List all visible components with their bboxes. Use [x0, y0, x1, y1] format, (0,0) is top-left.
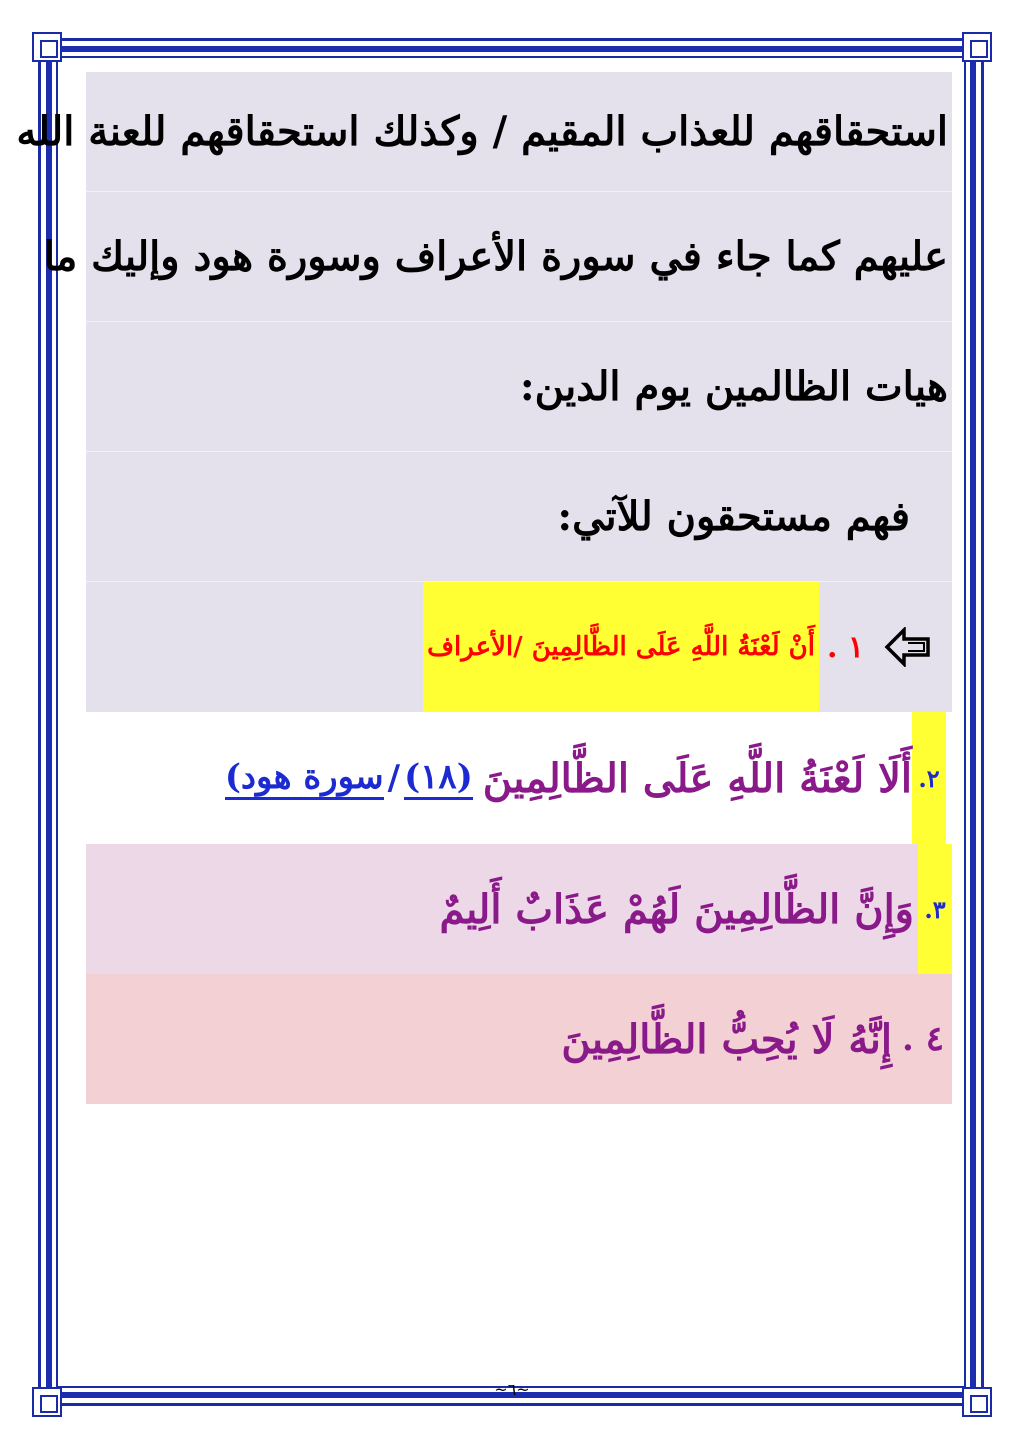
verse-row-1	[86, 582, 952, 712]
corner-ornament-top-right	[962, 32, 992, 62]
arrow-left-icon	[884, 627, 930, 667]
verse-number-4: ٤ .	[902, 1019, 944, 1059]
text-row-1	[16, 72, 952, 192]
verse-number-1: ١ .	[826, 629, 864, 665]
verse-row-3	[86, 844, 952, 974]
text-line-3: هيات الظالمين يوم الدين:	[519, 363, 948, 410]
verse-row-4	[86, 974, 952, 1104]
verse-number-marker-2	[912, 712, 946, 844]
text-row-3	[86, 322, 952, 452]
verse-ref-number-2: (١٨)	[404, 757, 473, 800]
verse-number-2: ٢.	[918, 763, 940, 793]
text-line-1: استحقاقهم للعذاب المقيم / وكذلك استحقاقهم للعنة الله	[16, 108, 948, 155]
verse-highlight-1	[423, 582, 819, 712]
verse-row-2	[86, 712, 952, 844]
verse-text-4: إِنَّهُ لَا يُحِبُّ الظَّالِمِينَ	[561, 1015, 893, 1063]
verse-text-2: أَلَا لَعْنَةُ اللَّهِ عَلَى الظَّالِمِينَ	[482, 754, 912, 802]
text-line-4: فهم مستحقون للآتي:	[557, 493, 910, 540]
verse-number-3: ٣.	[924, 894, 946, 924]
corner-ornament-top-left	[32, 32, 62, 62]
verse-text-1: أَنْ لَعْنَةُ اللَّهِ عَلَى الظَّالِمِينَ /الأعراف	[427, 632, 815, 662]
verse-ref-surah-2: سورة هود)	[225, 757, 384, 800]
text-row-2	[43, 192, 952, 322]
verse-text-3: وَإِنَّ الظَّالِمِينَ لَهُمْ عَذَابٌ أَلِيمٌ	[439, 885, 914, 933]
text-line-2: عليهم كما جاء في سورة الأعراف وسورة هود وإليك ما	[43, 233, 948, 280]
page-number: ~٦~	[494, 1380, 530, 1399]
verse-ref-separator-2: /	[387, 758, 401, 798]
text-row-4	[86, 452, 952, 582]
verse-number-marker-3	[918, 844, 952, 974]
